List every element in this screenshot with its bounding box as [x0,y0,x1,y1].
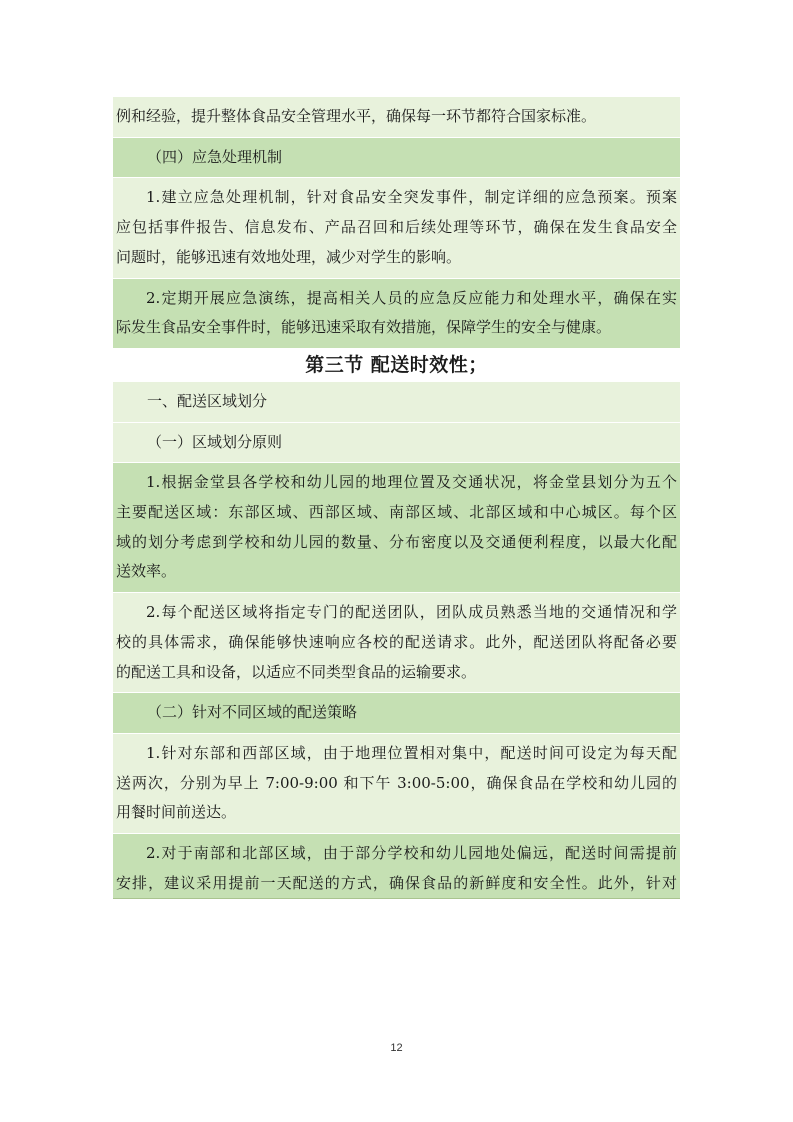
text-line: 主要配送区域：东部区域、西部区域、南部区域、北部区域和中心城区。每个区 [116,503,677,522]
paragraph-east-west-strategy [113,733,680,833]
text-line: 校的具体需求，确保能够快速响应各校的配送请求。此外，配送团队将配备必要 [116,632,677,651]
text-line: 应包括事件报告、信息发布、产品召回和后续处理等环节，确保在发生食品安全 [116,218,677,237]
text-line: 2.定期开展应急演练，提高相关人员的应急反应能力和处理水平，确保在实 [146,288,677,307]
text-line: 安排，建议采用提前一天配送的方式，确保食品的新鲜度和安全性。此外，针对 [116,873,677,892]
paragraph-zone-division [113,462,680,592]
paragraph-emergency-plan [113,177,680,277]
text-line: 送两次，分别为早上 7:00-9:00 和下午 3:00-5:00，确保食品在学校和幼儿园的 [116,773,677,792]
text-line: 际发生食品安全事件时，能够迅速采取有效措施，保障学生的安全与健康。 [116,318,612,337]
section-title: 第三节 配送时效性； [113,348,680,382]
text-line: 问题时，能够迅速有效地处理，减少对学生的影响。 [116,247,462,266]
subheading-zone-strategies: （二）针对不同区域的配送策略 [113,692,680,733]
text-line: 2.对于南部和北部区域，由于部分学校和幼儿园地处偏远，配送时间需提前 [146,844,677,863]
subheading-emergency-handling: （四）应急处理机制 [113,137,680,178]
paragraph-south-north-strategy [113,833,680,899]
page-number: 12 [390,1042,403,1054]
heading-delivery-zones: 一、配送区域划分 [113,382,680,422]
text-line: 2.每个配送区域将指定专门的配送团队，团队成员熟悉当地的交通情况和学 [146,603,677,622]
text-line: 的配送工具和设备，以适应不同类型食品的运输要求。 [116,662,477,681]
paragraph-emergency-drills [113,278,680,348]
text-line: 送效率。 [116,562,177,581]
text-line: 用餐时间前送达。 [116,803,237,822]
document-body [113,97,680,899]
paragraph-continuation [113,97,680,137]
text-line: 1.根据金堂县各学校和幼儿园的地理位置及交通状况，将金堂县划分为五个 [146,473,677,492]
paragraph-delivery-teams [113,592,680,692]
text-line: 1.针对东部和西部区域，由于地理位置相对集中，配送时间可设定为每天配 [146,743,677,762]
text-line: 域的划分考虑到学校和幼儿园的数量、分布密度以及交通便利程度，以最大化配 [116,532,677,551]
subheading-zone-principles: （一）区域划分原则 [113,422,680,463]
text-line: 1.建立应急处理机制，针对食品安全突发事件，制定详细的应急预案。预案 [146,188,677,207]
text-line: 例和经验，提升整体食品安全管理水平，确保每一环节都符合国家标准。 [116,107,597,125]
